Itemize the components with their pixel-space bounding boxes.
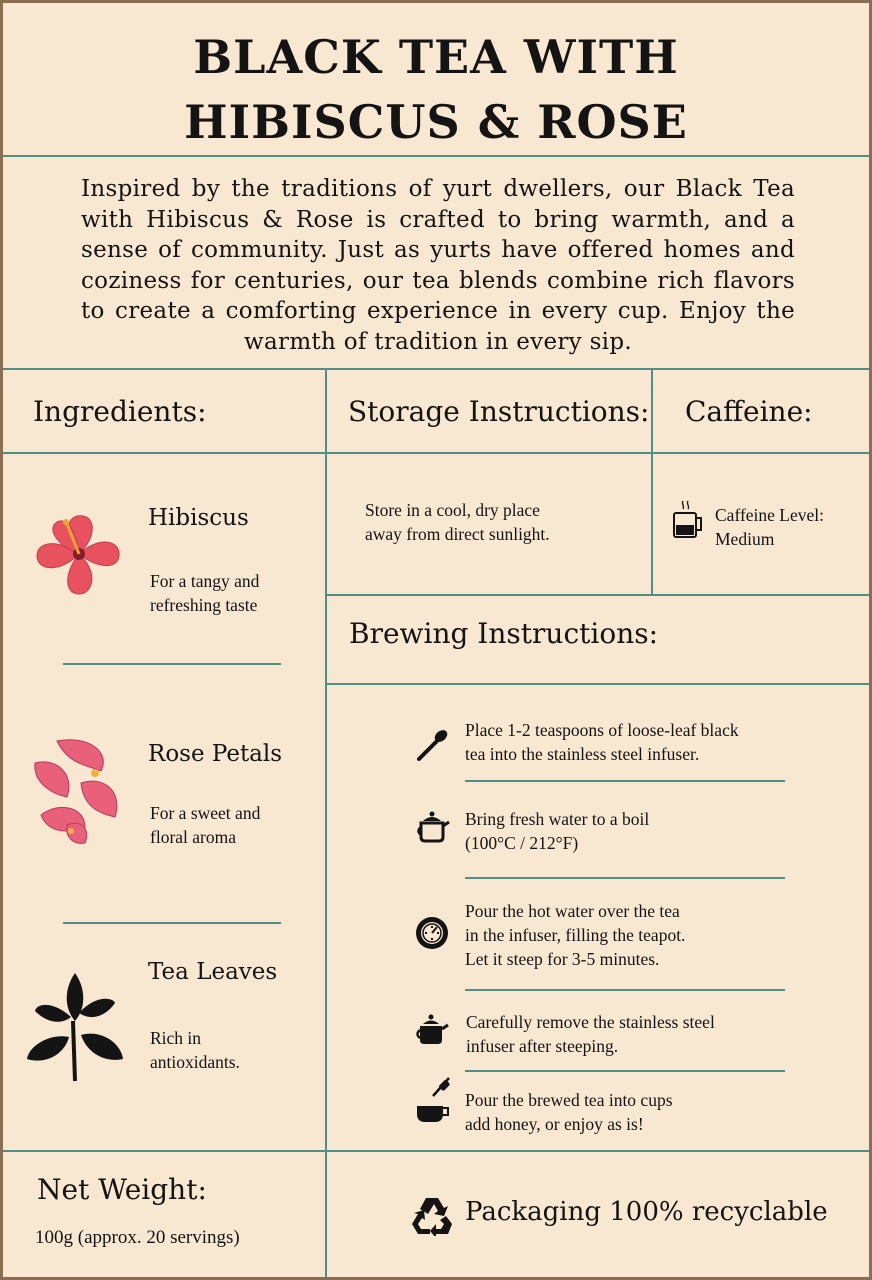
- ingredient-name: Rose Petals: [148, 741, 283, 767]
- ingredient-description: [150, 801, 260, 849]
- divider: [63, 663, 281, 665]
- divider: [3, 155, 869, 157]
- step-line: (100°C / 212°F): [465, 833, 579, 853]
- step-line: add honey, or enjoy as is!: [465, 1114, 644, 1134]
- divider: [325, 368, 327, 1277]
- step-line: tea into the stainless steel infuser.: [465, 744, 700, 764]
- mug-icon: [671, 499, 705, 545]
- brewing-step: [466, 1010, 715, 1058]
- storage-text: [365, 498, 550, 546]
- honey-cup-icon: [415, 1076, 455, 1130]
- description-line: For a tangy and: [150, 571, 260, 591]
- teapot-icon: [414, 1012, 450, 1052]
- step-line: Pour the brewed tea into cups: [465, 1090, 673, 1110]
- divider: [465, 1070, 785, 1072]
- divider: [3, 452, 869, 454]
- description-line: Rich in: [150, 1028, 202, 1048]
- brewing-step: [465, 899, 685, 971]
- ingredient-description: [150, 569, 259, 617]
- packaging-text: Packaging 100% recyclable: [465, 1197, 828, 1227]
- net-weight-heading: Net Weight:: [37, 1173, 207, 1206]
- net-weight-value: 100g (approx. 20 servings): [35, 1227, 240, 1248]
- kettle-icon: [415, 809, 451, 849]
- step-line: in the infuser, filling the teapot.: [465, 925, 686, 945]
- title-line-2: HIBISCUS & ROSE: [184, 95, 688, 149]
- tea-leaves-icon: [25, 973, 127, 1087]
- step-line: Carefully remove the stainless steel: [466, 1012, 715, 1032]
- caffeine-level: Medium: [715, 529, 775, 549]
- timer-icon: [414, 913, 450, 955]
- step-line: Place 1-2 teaspoons of loose-leaf black: [465, 720, 739, 740]
- divider: [465, 780, 785, 782]
- page-title: [3, 25, 869, 155]
- caffeine-heading: Caffeine:: [685, 395, 813, 428]
- step-line: Let it steep for 3-5 minutes.: [465, 949, 660, 969]
- recycle-icon: [410, 1194, 454, 1240]
- caffeine-text: [715, 503, 824, 551]
- brewing-step: [465, 718, 739, 766]
- storage-line: away from direct sunlight.: [365, 524, 550, 544]
- intro-text: Inspired by the traditions of yurt dwellers, our Black Tea with Hibiscus & Rose is crafted to bring warmth, and a sense of community. Just as yurts have offered homes and coziness for centuries, our tea blends combine rich flavors to create a comforting experience in every cup. Enjoy the warmth of tradition in every sip.: [81, 176, 795, 355]
- title-line-1: BLACK TEA WITH: [193, 30, 679, 84]
- divider: [465, 989, 785, 991]
- caffeine-line: Caffeine Level:: [715, 505, 824, 525]
- divider: [326, 594, 869, 596]
- description-line: For a sweet and: [150, 803, 261, 823]
- ingredient-name: Hibiscus: [148, 505, 249, 531]
- divider: [465, 877, 785, 879]
- description-line: refreshing taste: [150, 595, 258, 615]
- brewing-step: [465, 1088, 673, 1136]
- divider: [326, 683, 869, 685]
- storage-heading: Storage Instructions:: [348, 395, 650, 428]
- step-line: infuser after steeping.: [466, 1036, 619, 1056]
- hibiscus-icon: [31, 508, 127, 604]
- ingredients-heading: Ingredients:: [33, 395, 207, 428]
- ingredient-description: [150, 1026, 240, 1074]
- brewing-step: [465, 807, 649, 855]
- ingredient-name: Tea Leaves: [148, 959, 278, 985]
- storage-line: Store in a cool, dry place: [365, 500, 540, 520]
- brewing-heading: Brewing Instructions:: [349, 617, 659, 650]
- description-line: antioxidants.: [150, 1052, 240, 1072]
- step-line: Bring fresh water to a boil: [465, 809, 650, 829]
- spoon-icon: [415, 727, 451, 767]
- description-line: floral aroma: [150, 827, 236, 847]
- divider: [651, 368, 653, 595]
- divider: [3, 368, 869, 370]
- divider: [63, 922, 281, 924]
- divider: [3, 1150, 869, 1152]
- step-line: Pour the hot water over the tea: [465, 901, 680, 921]
- rose-petals-icon: [27, 735, 127, 857]
